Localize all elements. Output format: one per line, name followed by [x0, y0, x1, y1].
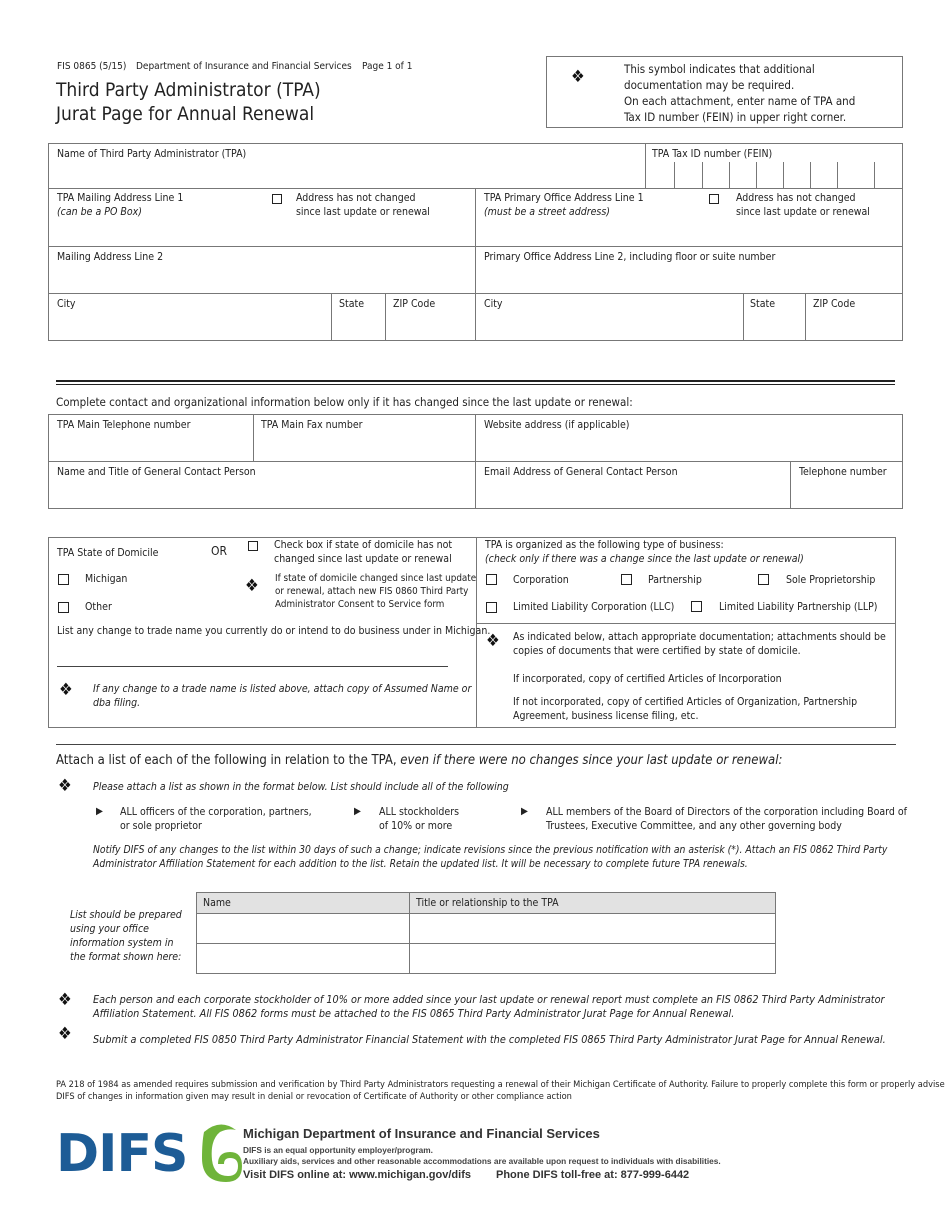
llc-checkbox[interactable] — [486, 602, 497, 613]
contact-email-label: Email Address of General Contact Person — [484, 466, 678, 478]
sample-name-table — [196, 892, 776, 974]
page-title: Third Party Administrator (TPA) — [56, 79, 321, 101]
bullet-arrow-icon: ▶ — [354, 806, 361, 817]
difs-logo-swoosh-icon — [196, 1120, 242, 1182]
symbol-note-box: ❖ This symbol indicates that additional documentation may be required. On each attachment, enter name of TPA and Tax ID number (FEIN) in upper right corner. — [546, 56, 903, 128]
primary-address-1-label: TPA Primary Office Address Line 1 — [484, 192, 644, 204]
llp-checkbox[interactable] — [691, 601, 702, 612]
contact-telephone-label: Telephone number — [799, 466, 887, 478]
page-subtitle: Jurat Page for Annual Renewal — [56, 103, 315, 125]
attachment-symbol-icon: ❖ — [59, 680, 73, 700]
mailing-zip-label: ZIP Code — [393, 298, 436, 310]
attachment-symbol-icon: ❖ — [58, 1024, 72, 1044]
tpa-name-input[interactable] — [55, 162, 635, 186]
form-id: FIS 0865 (5/15) — [57, 61, 127, 72]
other-state-checkbox[interactable] — [58, 602, 69, 613]
legal-notice: PA 218 of 1984 as amended requires submission and verification by Third Party Administrators requesting a renewal of their Michigan Certificate of Authority. Failure to properly complete this form or properly advise — [56, 1079, 945, 1090]
domicile-unchanged-checkbox[interactable] — [248, 541, 258, 551]
website-link[interactable]: Visit DIFS online at: www.michigan.gov/difs — [243, 1169, 471, 1181]
main-fax-label: TPA Main Fax number — [261, 419, 363, 431]
tpa-identification-section: Name of Third Party Administrator (TPA) TPA Tax ID number (FEIN) TPA Mailing Address Line 1 (can be a PO Box) Address has not changed since last update or renewal TPA Primary Office Address Line 1 (must be a street address) Address has not changed since last update or renewal Mailing Address Line 2 Primary Office Address Line 2, including floor or suite number City State ZIP Code City State ZIP Code — [48, 143, 903, 341]
primary-state-label: State — [750, 298, 776, 310]
mailing-city-label: City — [57, 298, 76, 310]
trade-name-input-line[interactable] — [57, 666, 448, 667]
column-header-title: Title or relationship to the TPA — [410, 893, 776, 914]
page-number: Page 1 of 1 — [362, 61, 413, 72]
corporation-checkbox[interactable] — [486, 574, 497, 585]
primary-address-unchanged-checkbox[interactable] — [709, 194, 719, 204]
mailing-address-1-label: TPA Mailing Address Line 1 — [57, 192, 184, 204]
primary-city-label: City — [484, 298, 503, 310]
main-phone-label: TPA Main Telephone number — [57, 419, 191, 431]
domicile-organization-section: TPA State of Domicile OR Check box if state of domicile has not changed since last update or renewal Michigan Other ❖ If state of domicile changed since last update or renewal, attach new FIS 0860 Third Party Administrator Consent to Service form List any change to trade name you currently do or intend to do business under in Michigan. ❖ If any change to a trade name is listed above, attach copy of Assumed Name or dba filing. TPA is organized as the following type of business: (check only if there was a change since the last update or renewal) Corporation Partnership Sole Proprietorship Limited Liability Corporation (LLC) Limited Liability Partnership (LLP) ❖ As indicated below, attach appropriate documentation; attachments should be copies of documents that were certified by state of domicile. If incorporated, copy of certified Articles of Incorporation If not incorporated, copy of certified Articles of Organization, Partnership Agreement, business license filing, etc. — [48, 537, 896, 728]
attachment-list-heading: Attach a list of each of the following in relation to the TPA, even if there were no changes since your last update or renewal: — [56, 753, 783, 768]
table-row — [197, 914, 776, 944]
business-type-label: TPA is organized as the following type of business: — [485, 539, 724, 551]
mailing-state-label: State — [339, 298, 365, 310]
mailing-address-2-label: Mailing Address Line 2 — [57, 251, 164, 263]
attachment-symbol-icon: ❖ — [245, 576, 259, 596]
sole-proprietorship-checkbox[interactable] — [758, 574, 769, 585]
bullet-arrow-icon: ▶ — [521, 806, 528, 817]
org-name: Michigan Department of Insurance and Financial Services — [243, 1126, 600, 1141]
section-divider — [56, 380, 895, 382]
notify-instructions: Notify DIFS of any changes to the list within 30 days of such a change; indicate revisions since the previous notification with an asterisk (*). Attach an FIS 0862 Third Party — [93, 844, 888, 856]
state-of-domicile-label: TPA State of Domicile — [57, 547, 159, 559]
department-name: Department of Insurance and Financial Services — [136, 61, 352, 72]
primary-address-2-label: Primary Office Address Line 2, including floor or suite number — [484, 251, 776, 263]
difs-logo: DIFS — [56, 1120, 246, 1184]
contact-person-label: Name and Title of General Contact Person — [57, 466, 256, 478]
contact-section-intro: Complete contact and organizational information below only if it has changed since the last update or renewal: — [56, 395, 633, 409]
attachment-symbol-icon: ❖ — [58, 990, 72, 1010]
toll-free-phone: Phone DIFS toll-free at: 877-999-6442 — [496, 1169, 690, 1181]
table-row — [197, 944, 776, 974]
attachment-symbol-icon: ❖ — [571, 67, 585, 87]
trade-name-label: List any change to trade name you currently do or intend to do business under in Michigan. — [57, 625, 491, 637]
attachment-symbol-icon: ❖ — [58, 776, 72, 796]
fein-input[interactable] — [647, 162, 901, 188]
column-header-name: Name — [197, 893, 410, 914]
website-label: Website address (if applicable) — [484, 419, 630, 431]
primary-zip-label: ZIP Code — [813, 298, 856, 310]
partnership-checkbox[interactable] — [621, 574, 632, 585]
contact-section — [48, 414, 903, 509]
mailing-address-unchanged-checkbox[interactable] — [272, 194, 282, 204]
tpa-name-label: Name of Third Party Administrator (TPA) — [57, 148, 247, 160]
attachment-symbol-icon: ❖ — [486, 631, 500, 651]
fein-label: TPA Tax ID number (FEIN) — [652, 148, 773, 160]
bullet-arrow-icon: ▶ — [96, 806, 103, 817]
michigan-checkbox[interactable] — [58, 574, 69, 585]
